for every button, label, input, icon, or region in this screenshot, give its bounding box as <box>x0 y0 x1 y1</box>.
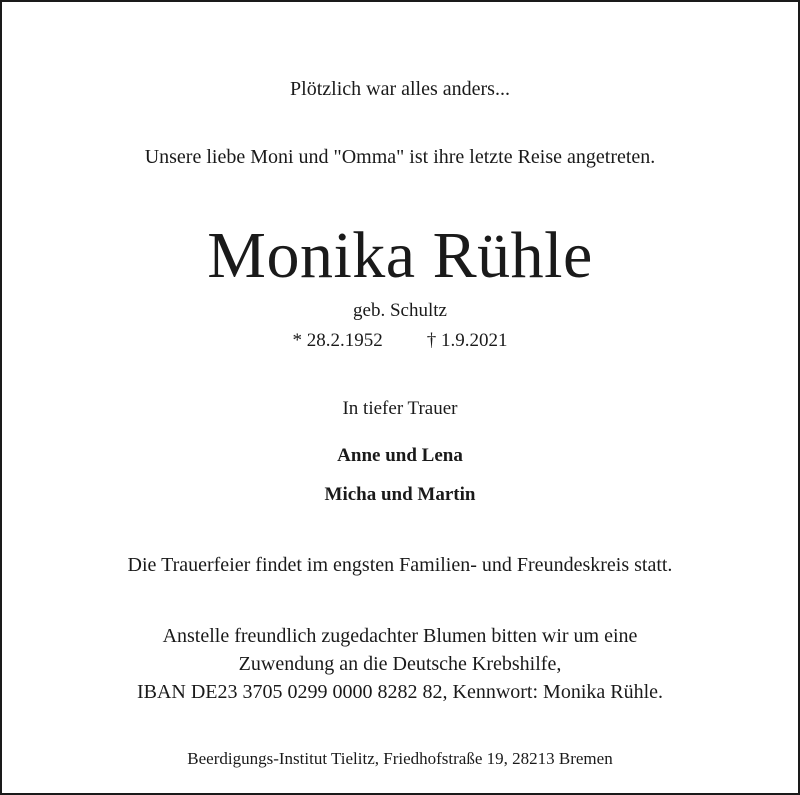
donation-line: IBAN DE23 3705 0299 0000 8282 82, Kennwort: Monika Rühle. <box>136 681 664 703</box>
donation-request <box>2 622 798 706</box>
donation-line: Zuwendung an die Deutsche Krebshilfe, <box>238 653 562 675</box>
intro-text: Plötzlich war alles anders... <box>290 78 510 100</box>
ceremony-note: Die Trauerfeier findet im engsten Familien- und Freundeskreis statt. <box>127 554 673 576</box>
birth-date: * 28.2.1952 <box>292 330 383 351</box>
life-dates <box>2 330 798 352</box>
farewell-message: Unsere liebe Moni und "Omma" ist ihre letzte Reise angetreten. <box>144 146 656 168</box>
deceased-name: Monika Rühle <box>207 219 593 292</box>
funeral-home-address: Beerdigungs-Institut Tielitz, Friedhofstraße 19, 28213 Bremen <box>187 749 613 768</box>
mourner-names: Anne und Lena <box>337 445 463 466</box>
donation-line: Anstelle freundlich zugedachter Blumen bitten wir um eine <box>162 625 638 647</box>
maiden-name: geb. Schultz <box>353 300 447 321</box>
mourner-names: Micha und Martin <box>324 484 476 505</box>
death-date: † 1.9.2021 <box>426 330 508 351</box>
mourning-line: In tiefer Trauer <box>342 398 458 419</box>
